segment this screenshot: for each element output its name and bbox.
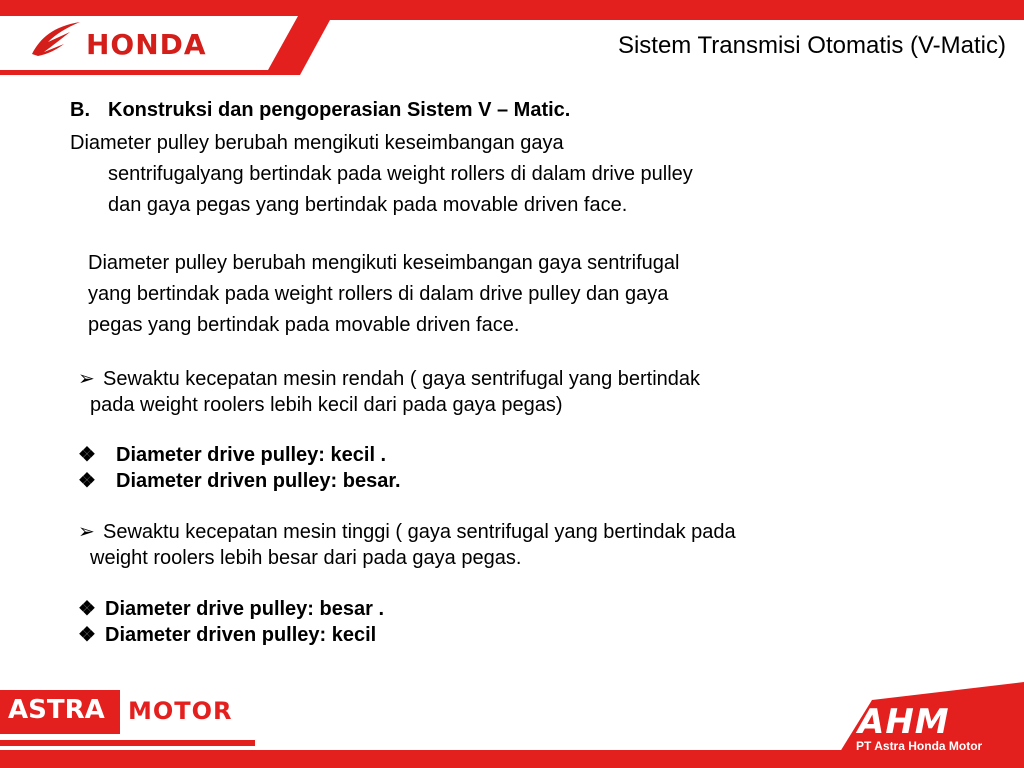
low-speed-line2: pada weight roolers lebih kecil dari pada gaya pegas) <box>90 394 563 416</box>
heading-marker: B. <box>70 99 90 121</box>
para1-line2: sentrifugalyang bertindak pada weight rollers di dalam drive pulley <box>108 163 693 185</box>
low-item-driven: Diameter driven pulley: besar. <box>116 470 401 492</box>
astra-logo-text: ASTRA <box>8 695 105 725</box>
para2-line3: pegas yang bertindak pada movable driven face. <box>88 314 520 336</box>
arrow-bullet-icon: ➢ <box>78 521 95 543</box>
company-name: PT Astra Honda Motor <box>856 739 983 753</box>
ahm-logo-text: AHM <box>858 702 950 742</box>
honda-logo-text: HONDA <box>86 28 207 61</box>
high-item-drive: Diameter drive pulley: besar . <box>105 598 385 620</box>
para1-line3: dan gaya pegas yang bertindak pada movable driven face. <box>108 194 628 216</box>
low-item-drive: Diameter drive pulley: kecil . <box>116 444 387 466</box>
para1-line1: Diameter pulley berubah mengikuti keseimbangan gaya <box>70 132 564 154</box>
diamond-bullet-icon: ❖ <box>78 624 96 646</box>
diamond-bullet-icon: ❖ <box>78 598 96 620</box>
low-speed-line1: Sewaktu kecepatan mesin rendah ( gaya sentrifugal yang bertindak <box>103 368 701 390</box>
high-speed-line2: weight roolers lebih besar dari pada gaya pegas. <box>90 547 522 569</box>
motor-logo-text: MOTOR <box>128 697 233 725</box>
high-item-driven: Diameter driven pulley: kecil <box>105 624 377 646</box>
slide-title: Sistem Transmisi Otomatis (V-Matic) <box>617 32 1006 59</box>
section-heading: Konstruksi dan pengoperasian Sistem V – Matic. <box>108 99 571 121</box>
diamond-bullet-icon: ❖ <box>78 444 96 466</box>
arrow-bullet-icon: ➢ <box>78 368 95 390</box>
para2-line2: yang bertindak pada weight rollers di dalam drive pulley dan gaya <box>88 283 669 305</box>
diamond-bullet-icon: ❖ <box>78 470 96 492</box>
para2-line1: Diameter pulley berubah mengikuti keseimbangan gaya sentrifugal <box>88 252 680 274</box>
honda-wing-icon <box>30 20 82 58</box>
high-speed-line1: Sewaktu kecepatan mesin tinggi ( gaya sentrifugal yang bertindak pada <box>103 521 736 543</box>
